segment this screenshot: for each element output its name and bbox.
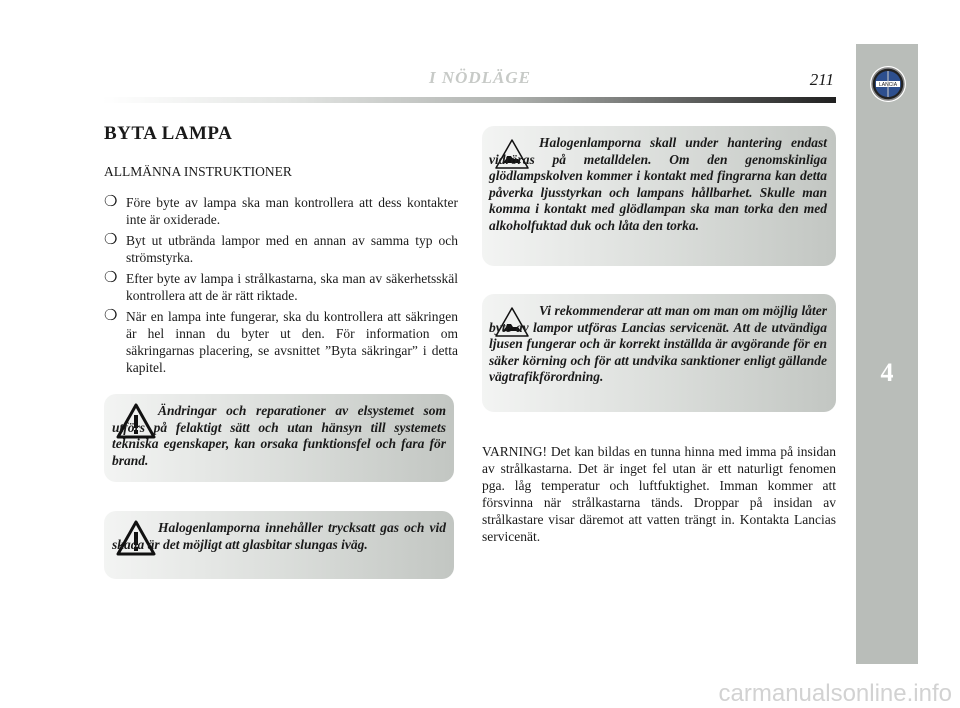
warning-box	[104, 394, 454, 482]
instruction-list	[104, 194, 458, 380]
header-rule	[102, 97, 836, 103]
chapter-number: 4	[880, 358, 894, 387]
chapter-title: I NÖDLÄGE	[428, 68, 532, 87]
bullet-circle-icon: ❍	[104, 270, 118, 286]
warning-text: Ändringar och reparationer av elsystemet som utförs på felaktigt sätt och utan hänsyn till systemets tekniska egenskaper, kan orsaka funktionsfel och fara för brand.	[112, 403, 446, 468]
section-subtitle: ALLMÄNNA INSTRUKTIONER	[104, 164, 292, 179]
list-item-text: Efter byte av lampa i strålkastarna, ska man av säkerhetsskäl kontrollera att de är rätt riktade.	[126, 271, 458, 303]
note-box	[482, 294, 836, 412]
list-item-text: Före byte av lampa ska man kontrollera att dess kontakter inte är oxiderade.	[126, 195, 458, 227]
lancia-logo	[870, 66, 906, 102]
svg-text:LANCIA: LANCIA	[878, 82, 898, 88]
page-number: 211	[809, 70, 834, 89]
list-item-text: Byt ut utbrända lampor med en annan av samma typ och strömstyrka.	[126, 233, 458, 265]
list-item	[104, 270, 458, 304]
list-item	[104, 308, 458, 376]
warning-paragraph: VARNING! Det kan bildas en tunna hinna med imma på insidan av strålkastarna. Det är inget fel utan är ett naturligt fenomen pga. låg temperatur och luftfuktighet. Imman kommer att försvinna när strålkastarna tänds. Droppar på insidan av strålkastare visar däremot att vatten trängt in. Kontakta Lancias servicenät.	[482, 444, 836, 544]
section-title: BYTA LAMPA	[104, 123, 233, 144]
chapter-side-tab	[856, 44, 918, 664]
bullet-circle-icon: ❍	[104, 194, 118, 210]
note-box	[482, 126, 836, 266]
note-text: Vi rekommenderar att man om man om möjlig låter byte av lampor utföras Lancias servicenät. Att de utvändiga ljusen fungerar och är korrekt inställda är avgörande för en säker körning och för att undvika sanktioner enligt gällande vägtrafikförordning.	[489, 303, 827, 384]
list-item	[104, 194, 458, 228]
warning-box	[104, 511, 454, 579]
note-text: Halogenlamporna skall under hantering endast vidröras på metalldelen. Om den genomskinliga glödlampskolven kommer i kontakt med fingrarna kan detta påverka ljusstyrkan och lampans hållbarhet. Skulle man komma i kontakt med glödlampan ska man torka den med alkoholfuktad duk och låta den torka.	[489, 135, 827, 233]
warning-text: Halogenlamporna innehåller trycksatt gas och vid skada är det möjligt att glasbitar slungas iväg.	[112, 520, 446, 552]
list-item-text: När en lampa inte fungerar, ska du kontrollera att säkringen är hel innan du byter ut den. För information om säkringarnas placering, se avsnittet ”Byta säkringar” i detta kapitel.	[126, 309, 458, 375]
list-item	[104, 232, 458, 266]
bullet-circle-icon: ❍	[104, 308, 118, 324]
bullet-circle-icon: ❍	[104, 232, 118, 248]
watermark: carmanualsonline.info	[718, 680, 952, 707]
